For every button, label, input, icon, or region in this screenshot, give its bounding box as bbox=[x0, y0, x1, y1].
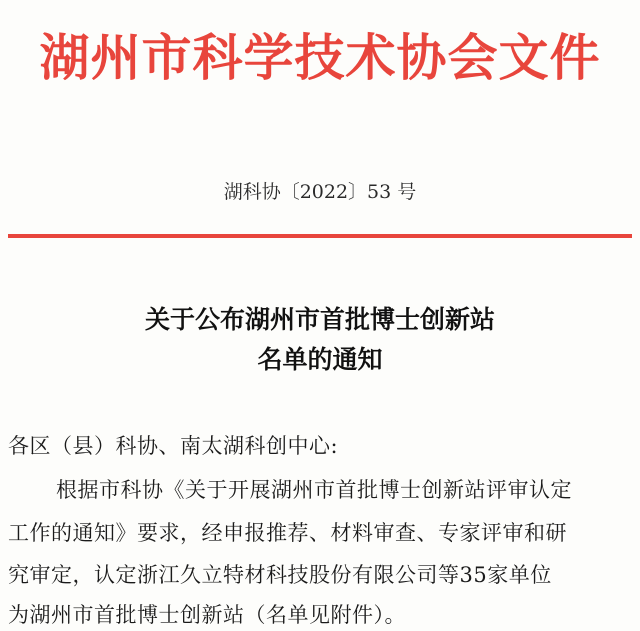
notice-title-line-1: 关于公布湖州市首批博士创新站 bbox=[144, 305, 495, 334]
red-divider-line bbox=[8, 234, 632, 238]
document-number: 湖科协〔2022〕53 号 bbox=[223, 181, 417, 203]
body-paragraph-line: 究审定，认定浙江久立特材科技股份有限公司等35家单位 bbox=[8, 563, 552, 587]
body-paragraph-line: 工作的通知》要求，经申报推荐、材料审查、专家评审和研 bbox=[8, 521, 567, 545]
salutation: 各区（县）科协、南太湖科创中心: bbox=[8, 434, 339, 458]
notice-title-line-2: 名单的通知 bbox=[257, 345, 383, 374]
masthead-title: 湖州市科学技术协会文件 bbox=[39, 29, 601, 87]
body-paragraph-line: 为湖州市首批博士创新站（名单见附件）。 bbox=[8, 603, 406, 627]
body-paragraph-line: 根据市科协《关于开展湖州市首批博士创新站评审认定 bbox=[56, 478, 572, 502]
